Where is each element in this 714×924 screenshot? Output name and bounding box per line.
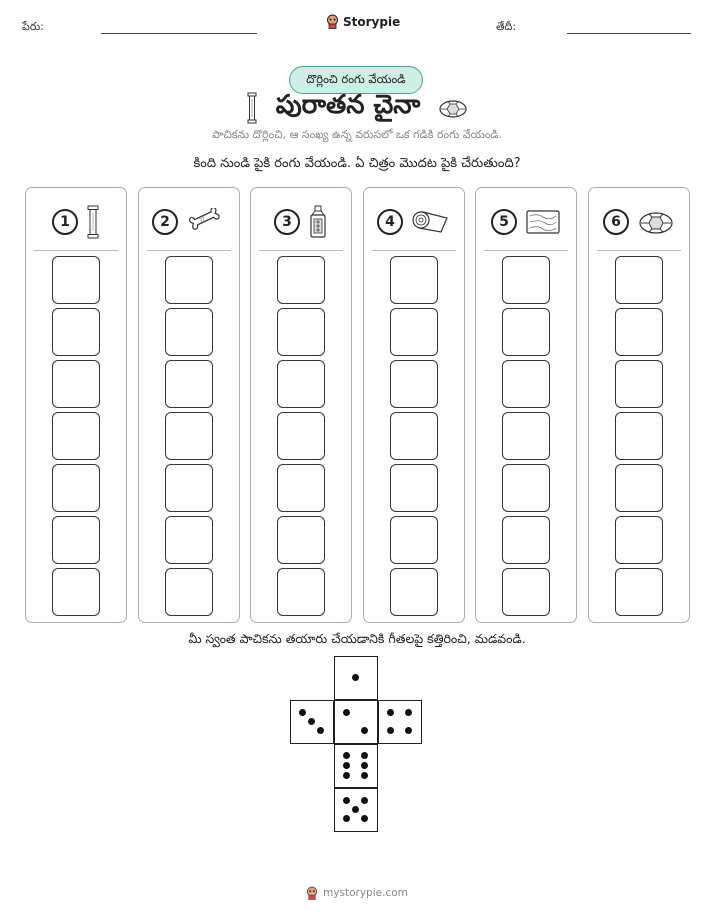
column-1	[25, 187, 127, 623]
column-header	[476, 202, 576, 242]
question: కింది నుండి పైకి రంగు వేయండి. ఏ చిత్రం మొదట పైకి చేరుతుంది?	[193, 156, 521, 171]
color-box	[277, 464, 325, 512]
column-divider	[597, 250, 681, 251]
color-box	[52, 308, 100, 356]
name-label: పేరు:	[22, 20, 44, 33]
activity-badge: దొర్లించి రంగు వేయండి	[289, 66, 423, 94]
name-line	[101, 33, 257, 34]
column-3	[250, 187, 352, 623]
die-pip	[361, 727, 368, 734]
column-header	[589, 202, 689, 242]
column-divider	[484, 250, 568, 251]
color-box	[52, 464, 100, 512]
color-box	[52, 412, 100, 460]
die-pip	[361, 762, 368, 769]
die-face-2	[334, 700, 378, 744]
color-box	[390, 256, 438, 304]
color-box	[165, 516, 213, 564]
die-pip	[352, 674, 359, 681]
die-pip	[343, 762, 350, 769]
color-box	[165, 308, 213, 356]
column-number: 6	[603, 209, 629, 235]
color-box	[277, 308, 325, 356]
column-number: 1	[52, 209, 78, 235]
color-box	[502, 516, 550, 564]
die-pip	[405, 709, 412, 716]
color-box	[390, 516, 438, 564]
scroll-icon	[86, 205, 100, 239]
die-pip	[299, 709, 306, 716]
column-header	[251, 202, 351, 242]
color-box	[615, 256, 663, 304]
die-face-3	[290, 700, 334, 744]
die-pip	[343, 815, 350, 822]
column-number: 5	[491, 209, 517, 235]
color-box	[502, 360, 550, 408]
cut-fold-instruction: మీ స్వంత పాచికను తయారు చేయడానికి గీతలపై కత్తిరించి, మడవండి.	[188, 631, 526, 646]
die-face-1	[334, 656, 378, 700]
storypie-mascot-icon	[326, 14, 339, 29]
color-box	[390, 360, 438, 408]
column-6	[588, 187, 690, 623]
color-box	[277, 516, 325, 564]
die-pip	[405, 727, 412, 734]
color-box	[615, 308, 663, 356]
die-face-6	[334, 744, 378, 788]
bone-icon	[186, 208, 226, 236]
subtitle: పాచికను దొర్లించి, ఆ సంఖ్య ఉన్న వరుసలో ఒక గడికి రంగు వేయండి.	[212, 128, 502, 141]
wood-block-icon	[525, 208, 561, 236]
column-divider	[259, 250, 343, 251]
color-box	[615, 516, 663, 564]
title-row	[0, 90, 714, 126]
color-box	[502, 412, 550, 460]
die-pip	[361, 815, 368, 822]
color-box	[52, 256, 100, 304]
column-number: 3	[274, 209, 300, 235]
die-pip	[343, 752, 350, 759]
die-pip	[317, 727, 324, 734]
die-pip	[343, 797, 350, 804]
die-pip	[343, 709, 350, 716]
color-box	[390, 412, 438, 460]
column-divider	[372, 250, 456, 251]
color-box	[615, 360, 663, 408]
color-box	[165, 412, 213, 460]
column-2	[138, 187, 240, 623]
column-header	[26, 202, 126, 242]
color-box	[277, 256, 325, 304]
color-box	[502, 256, 550, 304]
color-box	[165, 464, 213, 512]
color-box	[390, 464, 438, 512]
die-face-5	[334, 788, 378, 832]
color-box	[165, 360, 213, 408]
color-box	[52, 360, 100, 408]
date-line	[567, 33, 691, 34]
turtle-shell-icon	[438, 97, 468, 119]
color-box	[277, 360, 325, 408]
color-box	[615, 464, 663, 512]
color-box	[52, 516, 100, 564]
brand-name: Storypie	[343, 14, 401, 29]
scroll-icon	[246, 92, 258, 124]
color-box	[615, 412, 663, 460]
die-pip	[343, 772, 350, 779]
color-box	[165, 568, 213, 616]
color-box	[52, 568, 100, 616]
die-face-4	[378, 700, 422, 744]
color-box	[390, 308, 438, 356]
column-number: 2	[152, 209, 178, 235]
die-pip	[387, 709, 394, 716]
color-box	[390, 568, 438, 616]
brand-logo	[326, 14, 400, 29]
silk-roll-icon	[411, 208, 451, 236]
color-box	[502, 308, 550, 356]
die-pip	[352, 806, 359, 813]
color-box	[277, 568, 325, 616]
color-box	[165, 256, 213, 304]
column-number: 4	[377, 209, 403, 235]
die-pip	[308, 718, 315, 725]
die-pip	[361, 772, 368, 779]
color-box	[502, 464, 550, 512]
color-box	[615, 568, 663, 616]
seal-icon	[308, 205, 328, 239]
column-header	[139, 202, 239, 242]
footer-url: mystorypie.com	[323, 887, 408, 899]
svg-text:??: ??	[198, 216, 207, 225]
column-divider	[147, 250, 231, 251]
column-4	[363, 187, 465, 623]
color-box	[277, 412, 325, 460]
die-pip	[387, 727, 394, 734]
die-pip	[361, 752, 368, 759]
column-5	[475, 187, 577, 623]
storypie-mascot-icon	[306, 886, 318, 900]
footer	[0, 886, 714, 900]
die-pip	[361, 797, 368, 804]
column-divider	[34, 250, 118, 251]
color-box	[502, 568, 550, 616]
page-title: పురాతన చైనా	[275, 90, 421, 120]
turtle-shell-icon	[637, 208, 675, 236]
column-header	[364, 202, 464, 242]
date-label: తేదీ:	[496, 20, 517, 33]
